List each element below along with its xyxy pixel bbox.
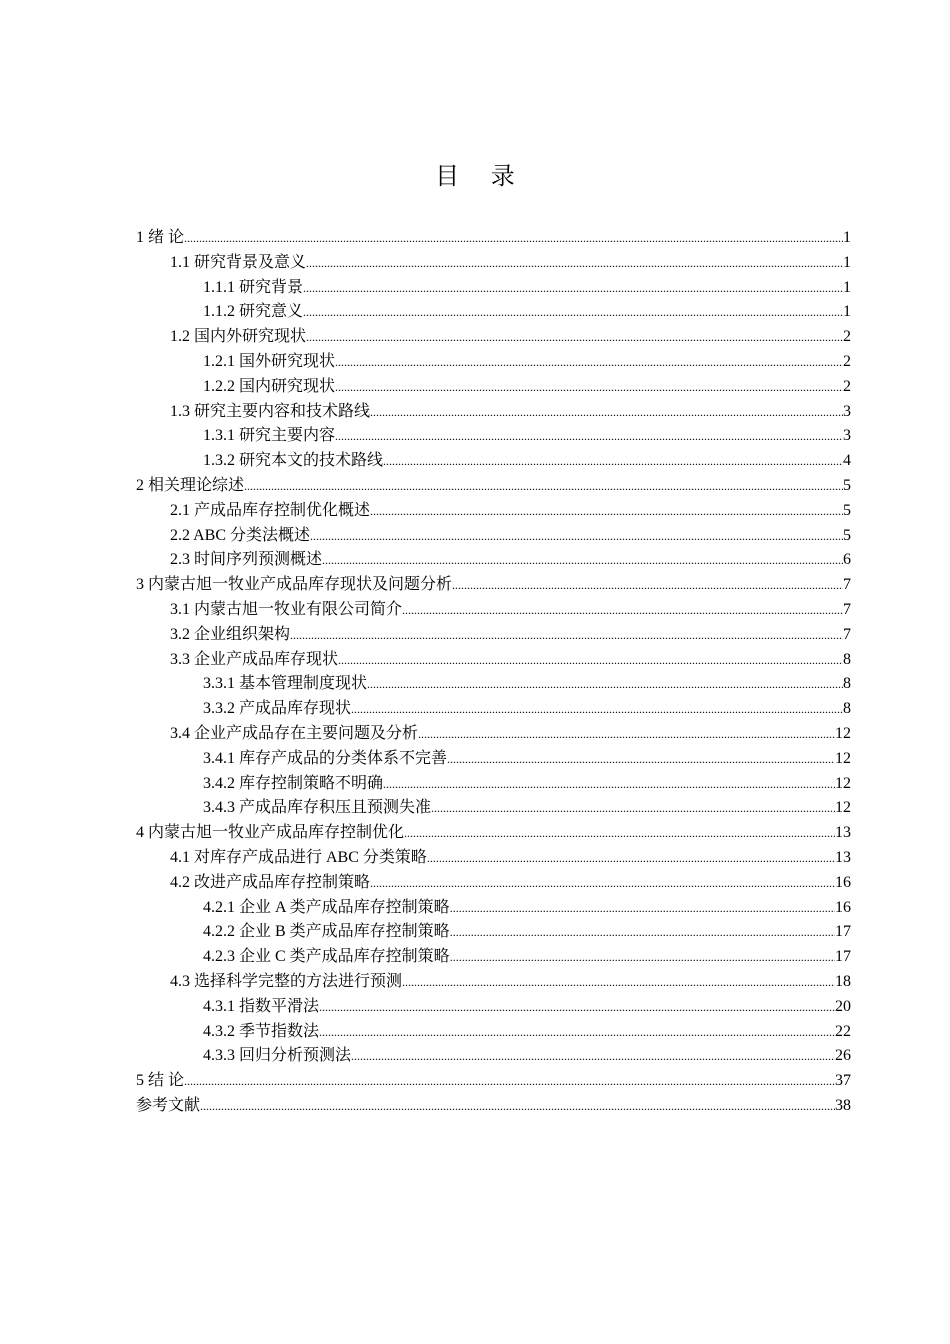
toc-entry-title: 2.3 时间序列预测概述 [170, 551, 323, 569]
toc-entry[interactable] [136, 400, 851, 425]
toc-entry-title: 3.2 企业组织架构 [170, 625, 291, 643]
toc-entry-title: 1.2.2 国内研究现状 [203, 377, 336, 395]
toc-entry[interactable] [136, 573, 851, 598]
toc-entry[interactable] [136, 796, 851, 821]
toc-entry[interactable] [136, 276, 851, 301]
toc-dot-leader [431, 796, 835, 821]
toc-page-number: 13 [835, 848, 851, 866]
toc-dot-leader [351, 1044, 835, 1069]
toc-dot-leader [370, 400, 843, 425]
toc-page-number: 1 [843, 303, 851, 321]
toc-entry[interactable] [136, 747, 851, 772]
toc-entry-title: 1.3 研究主要内容和技术路线 [170, 402, 371, 420]
toc-entry-title: 4.2.1 企业 A 类产成品库存控制策略 [203, 898, 450, 916]
toc-dot-leader [450, 896, 835, 921]
toc-entry[interactable] [136, 226, 851, 251]
toc-entry-title: 1.2.1 国外研究现状 [203, 352, 336, 370]
toc-entry-title: 4.1 对库存产成品进行 ABC 分类策略 [170, 848, 427, 866]
toc-entry[interactable] [136, 449, 851, 474]
toc-entry-title: 2.1 产成品库存控制优化概述 [170, 501, 371, 519]
toc-page-number: 20 [835, 997, 851, 1015]
toc-entry[interactable] [136, 325, 851, 350]
toc-entry-title: 4.2.2 企业 B 类产成品库存控制策略 [203, 923, 450, 941]
toc-dot-leader [367, 672, 843, 697]
toc-page-number: 7 [843, 576, 851, 594]
toc-entry-title: 3.4.2 库存控制策略不明确 [203, 774, 384, 792]
toc-page-number: 7 [843, 625, 851, 643]
toc-page-number: 1 [843, 229, 851, 246]
toc-entry[interactable] [136, 672, 851, 697]
toc-entry[interactable] [136, 821, 851, 846]
toc-dot-leader [303, 300, 843, 325]
toc-dot-leader [418, 722, 835, 747]
toc-entry-title: 4.2.3 企业 C 类产成品库存控制策略 [203, 948, 450, 966]
toc-page-number: 37 [835, 1072, 851, 1090]
toc-page-number: 8 [843, 675, 851, 693]
toc-entry-title: 3.3 企业产成品库存现状 [170, 650, 339, 668]
toc-entry[interactable] [136, 970, 851, 995]
toc-entry[interactable] [136, 896, 851, 921]
toc-dot-leader [310, 524, 843, 549]
toc-page-number: 16 [835, 873, 851, 891]
toc-entry-title: 3 内蒙古旭一牧业产成品库存现状及问题分析 [136, 576, 453, 594]
toc-entry[interactable] [136, 350, 851, 375]
toc-page-number: 6 [843, 551, 851, 569]
toc-page-number: 7 [843, 600, 851, 618]
toc-entry[interactable] [136, 1069, 851, 1094]
toc-page-number: 1 [843, 278, 851, 296]
toc-entry-title: 4.3 选择科学完整的方法进行预测 [170, 972, 403, 990]
toc-dot-leader [383, 449, 843, 474]
toc-dot-leader [404, 821, 835, 846]
toc-dot-leader [351, 697, 843, 722]
toc-entry-title: 1.3.1 研究主要内容 [203, 427, 336, 445]
toc-dot-leader [184, 1069, 835, 1094]
toc-entry-title: 4.2 改进产成品库存控制策略 [170, 873, 371, 891]
toc-entry-title: 1.1.2 研究意义 [203, 303, 304, 321]
toc-page-number: 2 [843, 328, 851, 346]
toc-entry[interactable] [136, 871, 851, 896]
toc-entry[interactable] [136, 623, 851, 648]
toc-dot-leader [335, 350, 843, 375]
toc-page-number: 22 [835, 1022, 851, 1040]
toc-page-number: 2 [843, 377, 851, 395]
toc-entry-title: 4.3.2 季节指数法 [203, 1022, 320, 1040]
toc-entry-title: 4.3.1 指数平滑法 [203, 997, 320, 1015]
toc-dot-leader [319, 1020, 835, 1045]
toc-entry-title: 3.4.3 产成品库存积压且预测失准 [203, 799, 432, 817]
toc-dot-leader [447, 747, 835, 772]
toc-entry-title: 1.3.2 研究本文的技术路线 [203, 452, 384, 470]
toc-page-number: 12 [835, 749, 851, 767]
toc-page-number: 3 [843, 427, 851, 445]
toc-entry-title: 1.2 国内外研究现状 [170, 328, 307, 346]
toc-entry[interactable] [136, 598, 851, 623]
toc-entry-title: 5 结 论 [136, 1072, 185, 1090]
toc-dot-leader [244, 474, 843, 499]
toc-page-number: 1 [843, 253, 851, 271]
toc-dot-leader [452, 573, 843, 598]
toc-entry[interactable] [136, 424, 851, 449]
toc-page-number: 5 [843, 476, 851, 494]
toc-dot-leader [290, 623, 843, 648]
toc-entry-title: 3.4 企业产成品存在主要问题及分析 [170, 724, 419, 742]
toc-page-number: 17 [835, 923, 851, 941]
toc-entry-title: 4 内蒙古旭一牧业产成品库存控制优化 [136, 824, 405, 842]
toc-page-number: 2 [843, 352, 851, 370]
toc-entry-title: 3.1 内蒙古旭一牧业有限公司简介 [170, 600, 403, 618]
toc-entry[interactable] [136, 648, 851, 673]
toc-entry-title: 2.2 ABC 分类法概述 [170, 526, 311, 544]
toc-dot-leader [383, 772, 835, 797]
toc-entry[interactable] [136, 995, 851, 1020]
toc-page-number: 3 [843, 402, 851, 420]
toc-page-number: 38 [835, 1096, 851, 1114]
toc-entry-title: 2 相关理论综述 [136, 476, 245, 494]
toc-dot-leader [402, 970, 835, 995]
toc-page-number: 4 [843, 452, 851, 470]
toc-dot-leader [322, 548, 843, 573]
toc-entry-title: 1.1 研究背景及意义 [170, 253, 307, 271]
toc-dot-leader [450, 920, 835, 945]
toc-entry[interactable] [136, 697, 851, 722]
toc-entry-title: 1 绪 论 [136, 229, 185, 246]
toc-dot-leader [335, 424, 843, 449]
toc-entry[interactable] [136, 1044, 851, 1069]
toc-entry[interactable] [136, 920, 851, 945]
toc-entry-title: 1.1.1 研究背景 [203, 278, 304, 296]
toc-entry-title: 3.3.1 基本管理制度现状 [203, 675, 368, 693]
toc-dot-leader [200, 1094, 835, 1119]
toc-entry[interactable] [136, 846, 851, 871]
toc-entry[interactable] [136, 524, 851, 549]
toc-entry[interactable] [136, 251, 851, 276]
toc-dot-leader [319, 995, 835, 1020]
toc-entry[interactable] [136, 548, 851, 573]
toc-page-number: 12 [835, 799, 851, 817]
toc-page-number: 8 [843, 650, 851, 668]
toc-dot-leader [303, 276, 843, 301]
toc-dot-leader [338, 648, 843, 673]
toc-dot-leader [370, 499, 843, 524]
toc-page-number: 13 [835, 824, 851, 842]
toc-entry[interactable] [136, 945, 851, 970]
toc-page-number: 8 [843, 700, 851, 718]
toc-page-number: 18 [835, 972, 851, 990]
toc-entry[interactable] [136, 499, 851, 524]
toc-entry[interactable] [136, 300, 851, 325]
toc-dot-leader [370, 871, 835, 896]
toc-dot-leader [184, 226, 843, 251]
toc-entry[interactable] [136, 722, 851, 747]
toc-page-number: 12 [835, 774, 851, 792]
toc-dot-leader [427, 846, 835, 871]
toc-page-number: 16 [835, 898, 851, 916]
toc-entry[interactable] [136, 1094, 851, 1119]
toc-dot-leader [335, 375, 843, 400]
toc-entry-title: 3.3.2 产成品库存现状 [203, 700, 352, 718]
toc-page-number: 26 [835, 1047, 851, 1065]
toc-entry-title: 3.4.1 库存产成品的分类体系不完善 [203, 749, 448, 767]
toc-page-number: 5 [843, 501, 851, 519]
toc-dot-leader [306, 325, 843, 350]
toc-entry[interactable] [136, 375, 851, 400]
toc-page-number: 12 [835, 724, 851, 742]
table-of-contents [136, 226, 851, 1119]
toc-dot-leader [402, 598, 843, 623]
page-title: 目 录 [435, 162, 527, 190]
toc-entry-title: 参考文献 [136, 1096, 201, 1114]
toc-entry[interactable] [136, 772, 851, 797]
toc-page-number: 5 [843, 526, 851, 544]
toc-dot-leader [450, 945, 835, 970]
toc-dot-leader [306, 251, 843, 276]
toc-entry[interactable] [136, 474, 851, 499]
toc-page-number: 17 [835, 948, 851, 966]
toc-entry[interactable] [136, 1020, 851, 1045]
toc-entry-title: 4.3.3 回归分析预测法 [203, 1047, 352, 1065]
